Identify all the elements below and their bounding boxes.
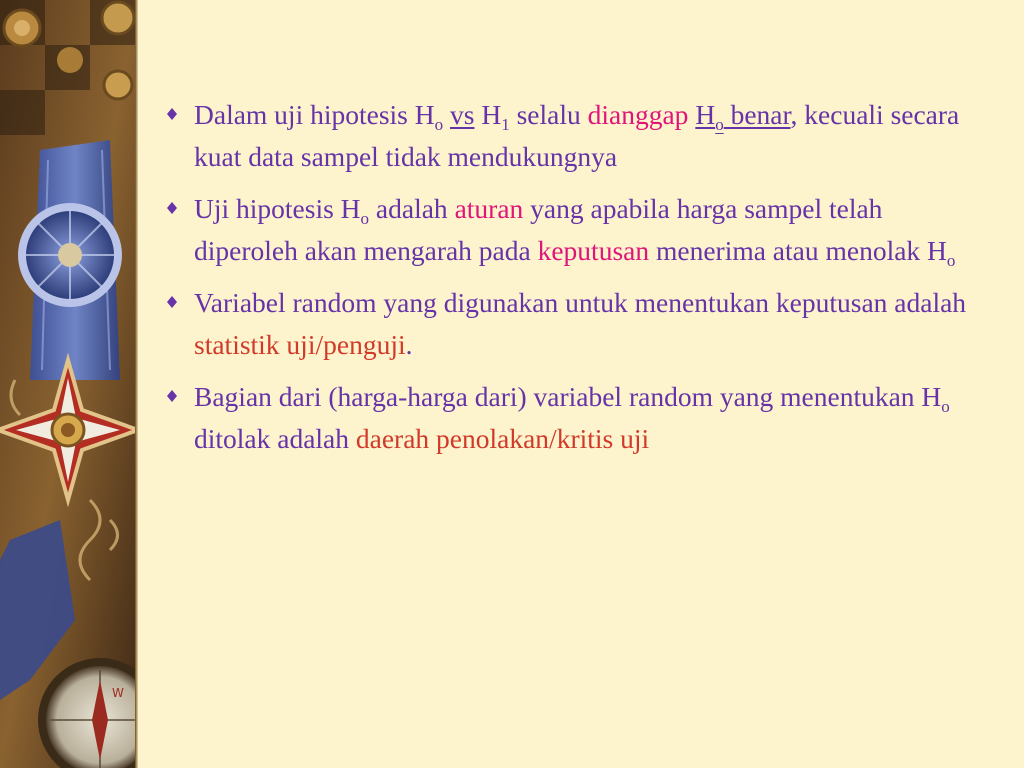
bullet-text: , kecuali secara kuat data sampel tidak mendukungnya xyxy=(194,99,960,172)
bullet-text xyxy=(443,99,450,130)
bullet-text: yang apabila harga sampel telah diperoleh akan mengarah pada xyxy=(194,193,883,266)
bullet-text: selalu xyxy=(509,99,588,130)
subscript-text: o xyxy=(941,396,950,416)
bullet-text: Dalam uji hipotesis H xyxy=(194,99,435,130)
bullet-item xyxy=(160,376,990,460)
bullet-text: ditolak adalah xyxy=(194,423,356,454)
subscript-text: o xyxy=(360,208,370,228)
bullet-text: aturan xyxy=(454,193,524,224)
bullet-text: Uji hipotesis H xyxy=(194,193,361,224)
bullet-text: keputusan xyxy=(537,235,650,266)
bullet-text: daerah penolakan/kritis uji xyxy=(355,423,650,454)
diamond-bullet-icon xyxy=(160,102,184,126)
bullet-text: H xyxy=(474,99,502,130)
bullet-text: benar xyxy=(723,99,791,130)
bullet-text: adalah xyxy=(369,193,455,224)
bullet-item xyxy=(160,282,990,366)
bullet-text: statistik uji/penguji xyxy=(194,329,406,360)
bullet-text: H xyxy=(695,99,716,130)
diamond-bullet-icon xyxy=(160,196,184,220)
svg-text:W: W xyxy=(112,686,124,700)
slide-content xyxy=(160,94,990,470)
bullet-item xyxy=(160,94,990,178)
subscript-text: o xyxy=(946,250,956,270)
subscript-text: o xyxy=(434,114,444,134)
decorative-side-image xyxy=(0,0,137,768)
side-image-edge xyxy=(135,0,138,768)
bullet-text: . xyxy=(405,329,413,360)
bullet-text: dianggap xyxy=(587,99,689,130)
bullet-text: menerima atau menolak H xyxy=(649,235,947,266)
subscript-text: o xyxy=(715,114,724,134)
bullet-text: Bagian dari (harga-harga dari) variabel random yang menentukan H xyxy=(194,381,942,412)
diamond-bullet-icon xyxy=(160,290,184,314)
diamond-bullet-icon xyxy=(160,384,184,408)
bullet-list xyxy=(160,94,990,460)
subscript-text: 1 xyxy=(501,114,510,134)
bullet-item xyxy=(160,188,990,272)
bullet-text: vs xyxy=(450,99,475,130)
bullet-text: Variabel random yang digunakan untuk menentukan keputusan adalah xyxy=(194,287,967,318)
